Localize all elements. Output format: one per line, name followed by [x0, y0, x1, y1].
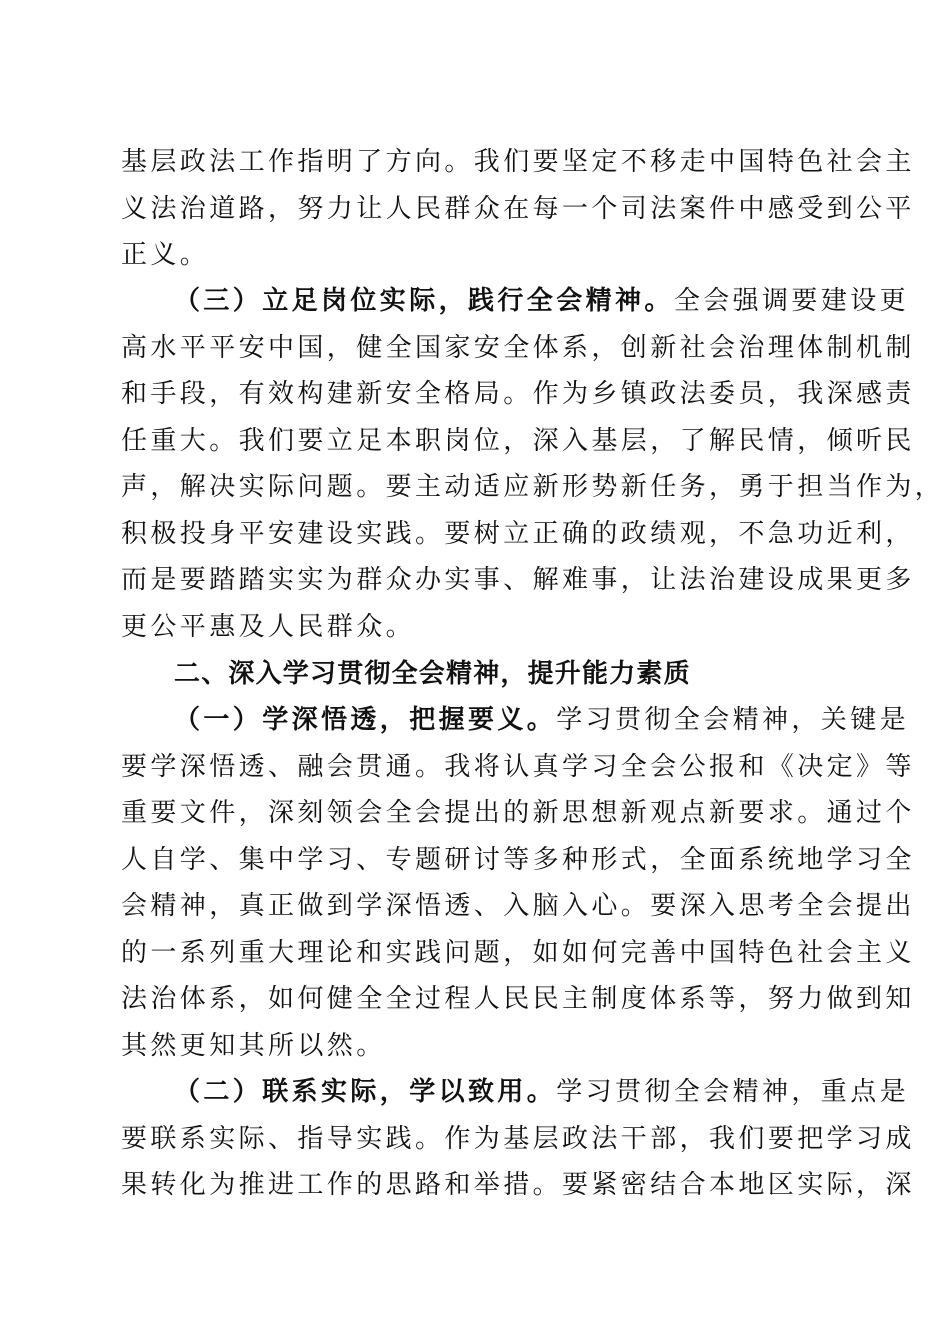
body-text: 全会强调要建设更: [673, 286, 910, 316]
body-line: 人自学、集中学习、专题研讨等多种形式，全面系统地学习全: [121, 845, 915, 875]
body-line: 积极投身平安建设实践。要树立正确的政绩观，不急功近利，: [121, 519, 915, 549]
body-line: 要联系实际、指导实践。作为基层政法干部，我们要把学习成: [121, 1124, 915, 1154]
section-heading: 二、深入学习贯彻全会精神，提升能力素质: [174, 659, 691, 689]
body-line: 义法治道路，努力让人民群众在每一个司法案件中感受到公平: [121, 194, 915, 224]
body-line: 其然更知其所以然。: [121, 1031, 386, 1061]
body-line: 法治体系，如何健全全过程人民民主制度体系等，努力做到知: [121, 984, 915, 1014]
body-line: 要学深悟透、融会贯通。我将认真学习全会公报和《决定》等: [121, 752, 915, 782]
section-lead-2: （二）联系实际，学以致用。: [174, 1077, 557, 1107]
body-line: 而是要踏踏实实为群众办实事、解难事，让法治建设成果更多: [121, 565, 915, 595]
body-text: 学习贯彻全会精神，关键是: [556, 705, 910, 735]
body-line: 声，解决实际问题。要主动适应新形势新任务，勇于担当作为，: [121, 472, 945, 502]
body-line: 果转化为推进工作的思路和举措。要紧密结合本地区实际，深: [121, 1170, 915, 1200]
section-lead-3: （三）立足岗位实际，践行全会精神。: [174, 286, 674, 316]
body-line: 会精神，真正做到学深悟透、入脑入心。要深入思考全会提出: [121, 891, 915, 921]
paragraph-2-first-line: [174, 1069, 910, 1115]
body-line: 正义。: [121, 240, 210, 270]
body-line: 和手段，有效构建新安全格局。作为乡镇政法委员，我深感责: [121, 379, 915, 409]
body-line: 基层政法工作指明了方向。我们要坚定不移走中国特色社会主: [121, 147, 915, 177]
paragraph-3-first-line: [174, 278, 910, 324]
body-line: 的一系列重大理论和实践问题，如如何完善中国特色社会主义: [121, 938, 915, 968]
paragraph-1-first-line: [174, 697, 910, 743]
body-line: 任重大。我们要立足本职岗位，深入基层，了解民情，倾听民: [121, 426, 915, 456]
body-text: 学习贯彻全会精神，重点是: [556, 1077, 910, 1107]
body-line: 更公平惠及人民群众。: [121, 612, 416, 642]
body-line: 重要文件，深刻领会全会提出的新思想新观点新要求。通过个: [121, 798, 915, 828]
body-line: 高水平平安中国，健全国家安全体系，创新社会治理体制机制: [121, 333, 915, 363]
section-lead-1: （一）学深悟透，把握要义。: [174, 705, 557, 735]
